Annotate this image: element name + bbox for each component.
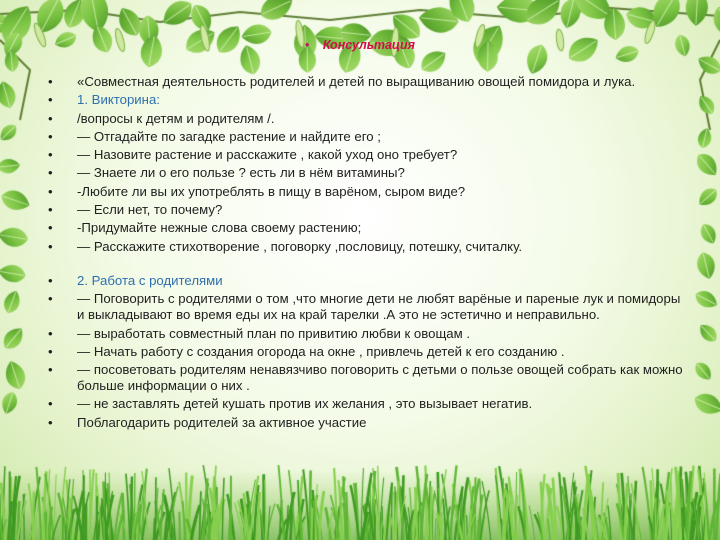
list-item-text: — Назовите растение и расскажите , какой уход оно требует?: [77, 147, 458, 163]
list-item-text: -Придумайте нежные слова своему растению;: [77, 220, 362, 236]
list-item: [48, 165, 688, 181]
list-item-text: -Любите ли вы их употреблять в пищу в варёном, сыром виде?: [77, 183, 466, 199]
bullet-icon: •: [48, 92, 53, 108]
bullet-icon: •: [304, 38, 310, 52]
list-item: [48, 396, 688, 412]
bullet-icon: •: [48, 128, 53, 144]
list-item: [48, 291, 688, 323]
list-item: [48, 147, 688, 163]
bullet-icon: •: [48, 414, 53, 430]
bullet-icon: •: [48, 272, 53, 288]
bullet-icon: •: [48, 238, 53, 254]
bullet-icon: •: [48, 110, 53, 126]
list-item-text: «Совместная деятельность родителей и детей по выращиванию овощей помидора и лука.: [77, 74, 636, 89]
bullet-icon: •: [48, 147, 53, 163]
list-item-text: Поблагодарить родителей за активное участие: [77, 414, 367, 430]
bullet-icon: •: [48, 165, 53, 181]
bullet-icon: •: [48, 220, 53, 236]
bullet-icon: •: [48, 183, 53, 199]
list-item-text: 1. Викторина:: [77, 92, 160, 108]
list-item-text: — Знаете ли о его пользе ? есть ли в нём витамины?: [77, 165, 405, 181]
list-item-text: /вопросы к детям и родителям /.: [77, 110, 275, 126]
list-item: [48, 202, 688, 218]
list-item-text: — Начать работу с создания огорода на окне , привлечь детей к его созданию .: [77, 343, 565, 359]
list-item-text: — Поговорить с родителями о том ,что многие дети не любят варёные и пареные лук и помидоры и выкладывают во время еды их на край тарелки .А это не эстетично и неправильно.: [77, 291, 681, 323]
list-item: [48, 362, 688, 394]
bullet-icon: •: [48, 325, 53, 341]
bullet-icon: •: [48, 291, 53, 307]
list-item-text: — не заставлять детей кушать против их желания , это вызывает негатив.: [77, 396, 533, 412]
bullet-icon: •: [48, 362, 53, 378]
bullet-icon: •: [48, 343, 53, 359]
slide-title: [0, 38, 720, 52]
title-text: Консультация: [322, 38, 416, 52]
list-item: [48, 415, 688, 431]
list-item: [48, 184, 688, 200]
list-item: [48, 92, 688, 108]
list-item: [48, 344, 688, 360]
list-item: [48, 220, 688, 236]
list-item-text: — Расскажите стихотворение , поговорку ,пословицу, потешку, считалку.: [77, 238, 523, 254]
list-gap: [48, 257, 688, 273]
list-item: [48, 111, 688, 127]
list-item-text: 2. Работа с родителями: [77, 272, 223, 288]
list-item: [48, 326, 688, 342]
list-item: [48, 129, 688, 145]
list-item: [48, 74, 688, 90]
list-item-text: — Если нет, то почему?: [77, 202, 223, 218]
list-item-text: — выработать совместный план по привитию любви к овощам .: [77, 325, 471, 341]
bullet-icon: •: [48, 202, 53, 218]
bullet-icon: •: [48, 396, 53, 412]
bullet-list: [48, 74, 688, 433]
list-item: [48, 239, 688, 255]
list-item: [48, 273, 688, 289]
bullet-icon: •: [48, 74, 53, 89]
list-item-text: — Отгадайте по загадке растение и найдите его ;: [77, 128, 381, 144]
list-item-text: — посоветовать родителям ненавязчиво поговорить с детьми о пользе овощей собрать как можно больше информации о них .: [77, 362, 683, 394]
